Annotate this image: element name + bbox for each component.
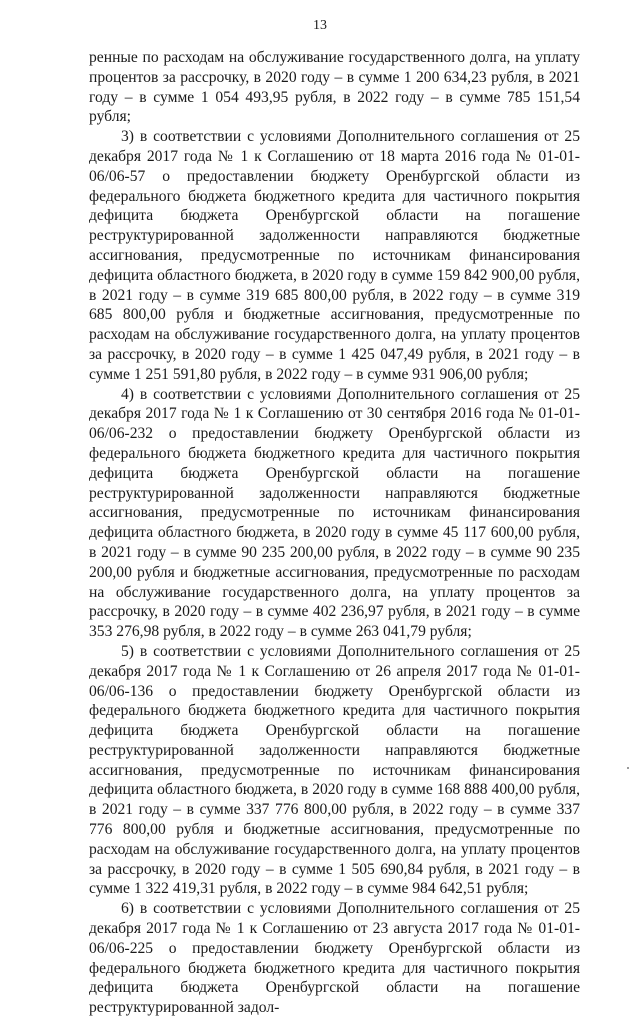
- page-number: 13: [313, 18, 327, 33]
- paragraph-item-4: 4) в соответствии с условиями Дополнительного соглашения от 25 декабря 2017 года № 1 к Соглашению от 30 сентября 2016 года № 01-01-06/06-232 о предоставлении бюджету Оренбургской области из федерального бюджета бюджетного кредита для частичного покрытия дефицита бюджета Оренбургской области на погашение реструктурированной задолженности направляются бюджетные ассигнования, предусмотренные по источникам финансирования дефицита областного бюджета, в 2020 году в сумме 45 117 600,00 рубля, в 2021 году – в сумме 90 235 200,00 рубля, в 2022 году – в сумме 90 235 200,00 рубля и бюджетные ассигнования, предусмотренные по расходам на обслуживание государственного долга, на уплату процентов за рассрочку, в 2020 году – в сумме 402 236,97 рубля, в 2021 году – в сумме 353 276,98 рубля, в 2022 году – в сумме 263 041,79 рубля;: [89, 385, 580, 641]
- paragraph-item-3: 3) в соответствии с условиями Дополнительного соглашения от 25 декабря 2017 года № 1 к Соглашению от 18 марта 2016 года № 01-01-06/06-57 о предоставлении бюджету Оренбургской области из федерального бюджета бюджетного кредита для частичного покрытия дефицита бюджета Оренбургской области на погашение реструктурированной задолженности направляются бюджетные ассигнования, предусмотренные по источникам финансирования дефицита областного бюджета, в 2020 году в сумме 159 842 900,00 рубля, в 2021 году – в сумме 319 685 800,00 рубля, в 2022 году – в сумме 319 685 800,00 рубля и бюджетные ассигнования, предусмотренные по расходам на обслуживание государственного долга, на уплату процентов за рассрочку, в 2020 году – в сумме 1 425 047,49 рубля, в 2021 году – в сумме 1 251 591,80 рубля, в 2022 году – в сумме 931 906,00 рубля;: [89, 128, 580, 383]
- scan-artifact-dot: [627, 767, 629, 769]
- document-body: [89, 48, 580, 1018]
- paragraph-item-6: 6) в соответствии с условиями Дополнительного соглашения от 25 декабря 2017 года № 1 к Соглашению от 23 августа 2017 года № 01-01-06/06-225 о предоставлении бюджету Оренбургской области из федерального бюджета бюджетного кредита для частичного покрытия дефицита бюджета Оренбургской области на погашение реструктурированной задол-: [89, 900, 580, 1017]
- paragraph-item-5: 5) в соответствии с условиями Дополнительного соглашения от 25 декабря 2017 года № 1 к Соглашению от 26 апреля 2017 года № 01-01-06/06-136 о предоставлении бюджету Оренбургской области из федерального бюджета бюджетного кредита для частичного покрытия дефицита бюджета Оренбургской области на погашение реструктурированной задолженности направляются бюджетные ассигнования, предусмотренные по источникам финансирования дефицита областного бюджета, в 2020 году в сумме 168 888 400,00 рубля, в 2021 году – в сумме 337 776 800,00 рубля, в 2022 году – в сумме 337 776 800,00 рубля и бюджетные ассигнования, предусмотренные по расходам на обслуживание государственного долга, на уплату процентов за рассрочку, в 2020 году – в сумме 1 505 690,84 рубля, в 2021 году – в сумме 1 322 419,31 рубля, в 2022 году – в сумме 984 642,51 рубля;: [89, 642, 580, 898]
- paragraph-continuation: ренные по расходам на обслуживание государственного долга, на уплату процентов за рассрочку, в 2020 году – в сумме 1 200 634,23 рубля, в 2021 году – в сумме 1 054 493,95 рубля, в 2022 году – в сумме 785 151,54 рубля;: [89, 49, 580, 126]
